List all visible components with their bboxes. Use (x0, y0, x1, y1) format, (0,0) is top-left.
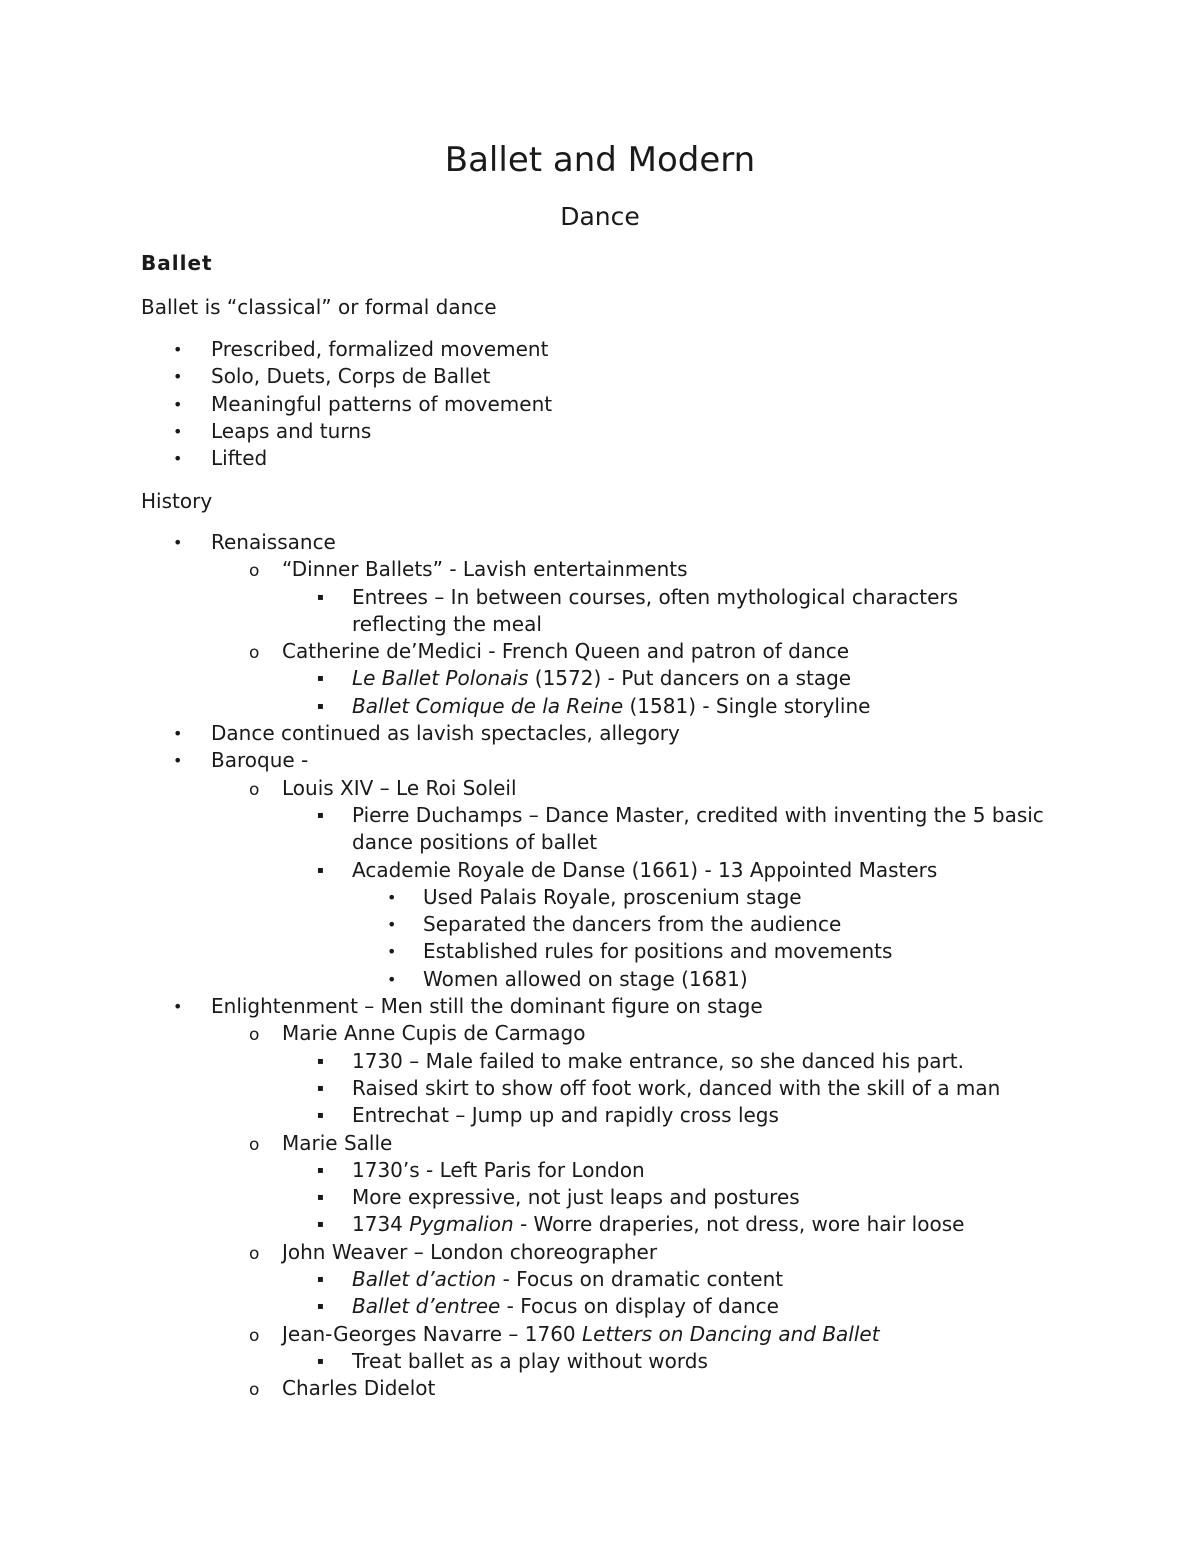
square-bullet-icon: ▪ (317, 591, 324, 603)
bullet-icon: • (173, 340, 183, 359)
list-item-text: Women allowed on stage (1681) (423, 966, 748, 991)
list-item (0, 1075, 1052, 1102)
square-bullet-icon: ▪ (317, 1301, 324, 1313)
bullet-icon: • (173, 394, 183, 414)
list-item (0, 1321, 1052, 1348)
circle-bullet-icon: o (249, 643, 260, 664)
list-item-text: More expressive, not just leaps and postures (352, 1185, 800, 1210)
circle-bullet-icon: o (249, 1243, 260, 1264)
bullet-icon: • (173, 367, 183, 387)
list-item-text: Meaningful patterns of movement (211, 391, 553, 416)
list-item-text: Leaps and turns (211, 418, 372, 443)
list-item-text: Raised skirt to show off foot work, danced with the skill of a man (352, 1075, 1001, 1100)
list-item (0, 857, 1052, 884)
list-item (0, 720, 1051, 747)
list-item-text: Treat ballet as a play without words (352, 1348, 708, 1373)
list-item-prefix: Jean-Georges Navarre – 1760 (282, 1321, 583, 1346)
square-bullet-icon: ▪ (317, 673, 324, 685)
list-item (0, 1293, 1052, 1320)
square-bullet-icon: ▪ (317, 1355, 324, 1367)
square-bullet-icon: ▪ (317, 809, 324, 821)
italic-title: Pygmalion (409, 1212, 514, 1237)
list-item-text: - Focus on display of dance (500, 1294, 779, 1319)
bullet-icon: • (387, 915, 397, 935)
list-item-text: 1730’s - Left Paris for London (352, 1157, 645, 1182)
square-bullet-icon: ▪ (317, 1219, 324, 1231)
list-item (0, 1266, 1052, 1293)
list-item (0, 1184, 1052, 1211)
list-item-text: Academie Royale de Danse (1661) - 13 Appointed Masters (352, 857, 938, 882)
list-item (0, 775, 1052, 802)
list-item (0, 1130, 1052, 1157)
list-item (0, 938, 1053, 965)
list-item (0, 1020, 1052, 1047)
list-item-text: (1581) - Single storyline (623, 693, 871, 718)
circle-bullet-icon: o (249, 779, 260, 800)
square-bullet-icon: ▪ (317, 1164, 324, 1176)
list-item (0, 1375, 1052, 1402)
features-list (0, 336, 1051, 472)
list-item-text: Louis XIV – Le Roi Soleil (282, 775, 517, 800)
bullet-icon: • (173, 997, 183, 1017)
list-item-text: “Dinner Ballets” - Lavish entertainments (282, 557, 688, 582)
list-item-text: Used Palais Royale, proscenium stage (423, 884, 802, 909)
italic-title: Ballet d’action (352, 1267, 497, 1292)
list-item (0, 445, 1051, 472)
circle-bullet-icon: o (249, 1380, 260, 1401)
list-item-text: Pierre Duchamps – Dance Master, credited with inventing the 5 basic dance positions of ballet (352, 802, 1044, 855)
square-bullet-icon: ▪ (317, 1274, 324, 1286)
bullet-icon: • (387, 887, 397, 907)
list-item-text: Catherine de’Medici - French Queen and patron of dance (282, 639, 850, 664)
list-item (0, 638, 1052, 665)
list-item (0, 1211, 1052, 1238)
square-bullet-icon: ▪ (317, 1082, 324, 1094)
italic-title: Letters on Dancing and Ballet (582, 1321, 880, 1346)
list-item-text: Solo, Duets, Corps de Ballet (211, 364, 491, 389)
square-bullet-icon: ▪ (317, 1192, 324, 1204)
list-item (0, 693, 1052, 720)
circle-bullet-icon: o (249, 1025, 260, 1046)
bullet-icon: • (173, 421, 183, 441)
circle-bullet-icon: o (249, 1134, 260, 1155)
list-item (0, 911, 1053, 938)
list-item-text: Marie Salle (282, 1130, 393, 1155)
list-item-text: Enlightenment – Men still the dominant figure on stage (211, 994, 763, 1019)
list-item (0, 1348, 1052, 1375)
document-subtitle: Dance (560, 202, 640, 231)
list-item-text: - Worre draperies, not dress, wore hair loose (513, 1212, 965, 1237)
list-item (0, 363, 1051, 390)
list-item (0, 747, 1051, 774)
list-item-prefix: 1734 (352, 1212, 410, 1237)
bullet-icon: • (387, 969, 397, 989)
document-title: Ballet and Modern (444, 140, 756, 180)
list-item (0, 584, 1052, 639)
list-item-text: Prescribed, formalized movement (211, 337, 549, 361)
list-item (0, 1239, 1052, 1266)
list-item (0, 884, 1053, 911)
list-item-text: Dance continued as lavish spectacles, allegory (211, 721, 680, 746)
bullet-icon: • (173, 449, 183, 469)
square-bullet-icon: ▪ (317, 864, 324, 876)
list-item-text: Charles Didelot (282, 1376, 436, 1401)
list-item (0, 1048, 1052, 1075)
list-item (0, 665, 1052, 692)
bullet-icon: • (173, 724, 183, 744)
section-heading-ballet: Ballet (141, 251, 213, 275)
list-item (0, 802, 1052, 857)
italic-title: Le Ballet Polonais (352, 666, 529, 691)
list-item-text: John Weaver – London choreographer (282, 1239, 658, 1264)
square-bullet-icon: ▪ (317, 1110, 324, 1122)
circle-bullet-icon: o (249, 561, 260, 582)
list-item (0, 418, 1051, 445)
list-item-text: (1572) - Put dancers on a stage (528, 666, 852, 691)
list-item-text: Baroque - (211, 748, 309, 773)
list-item (0, 336, 1051, 363)
history-outline (0, 529, 1053, 1403)
square-bullet-icon: ▪ (317, 700, 324, 712)
list-item (0, 556, 1052, 583)
list-item (0, 529, 1051, 556)
square-bullet-icon: ▪ (317, 1055, 324, 1067)
list-item-text: Renaissance (211, 530, 336, 554)
italic-title: Ballet Comique de la Reine (352, 693, 624, 718)
list-item-text: Separated the dancers from the audience (423, 912, 842, 937)
circle-bullet-icon: o (249, 1325, 260, 1346)
list-item (0, 993, 1051, 1020)
list-item (0, 391, 1051, 418)
italic-title: Ballet d’entree (352, 1294, 501, 1319)
list-item-text: 1730 – Male failed to make entrance, so she danced his part. (352, 1048, 964, 1073)
bullet-icon: • (387, 942, 397, 962)
list-item (0, 1157, 1052, 1184)
list-item-text: Marie Anne Cupis de Carmago (282, 1021, 586, 1046)
intro-paragraph: Ballet is “classical” or formal dance (141, 295, 497, 319)
list-item-text: Entrechat – Jump up and rapidly cross legs (352, 1103, 779, 1128)
list-item-text: Established rules for positions and movements (423, 939, 893, 964)
list-item-text: - Focus on dramatic content (496, 1267, 784, 1292)
history-label: History (141, 489, 213, 513)
bullet-icon: • (173, 533, 183, 552)
list-item (0, 1102, 1052, 1129)
bullet-icon: • (173, 751, 183, 771)
list-item (0, 966, 1053, 993)
list-item-text: Lifted (211, 446, 268, 471)
list-item-text: Entrees – In between courses, often mythological characters reflecting the meal (352, 584, 959, 636)
